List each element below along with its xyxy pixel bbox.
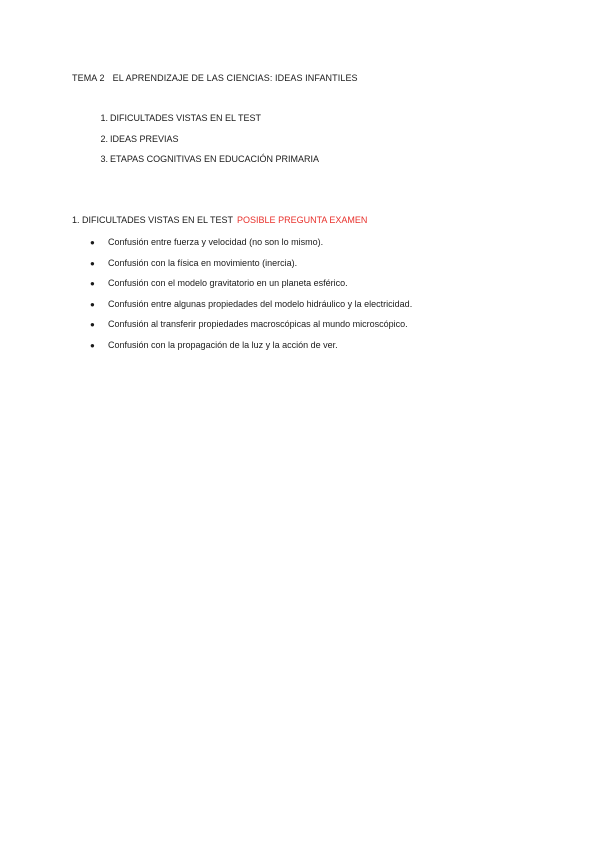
list-item-text: Confusión entre algunas propiedades del modelo hidráulico y la electricidad. (108, 298, 413, 309)
bullet-icon: ● (90, 238, 95, 247)
toc-item-text: DIFICULTADES VISTAS EN EL TEST (110, 113, 262, 123)
toc-item-number: 3. (100, 154, 108, 164)
list-item (72, 314, 412, 335)
bullet-icon: ● (90, 258, 95, 268)
toc-item-text: ETAPAS COGNITIVAS EN EDUCACIÓN PRIMARIA (110, 154, 320, 164)
table-of-contents (72, 108, 319, 170)
list-item (72, 335, 412, 356)
list-item (72, 232, 412, 253)
toc-item (72, 149, 319, 170)
difficulties-list (72, 232, 412, 355)
toc-item-text: IDEAS PREVIAS (110, 133, 179, 144)
bullet-icon: ● (90, 299, 95, 309)
tema-title: EL APRENDIZAJE DE LAS CIENCIAS: IDEAS INFANTILES (112, 73, 358, 83)
list-item-text: Confusión con el modelo gravitatorio en un planeta esférico. (108, 278, 348, 288)
toc-item-number: 2. (100, 133, 108, 144)
list-item-text: Confusión con la física en movimiento (inercia). (108, 257, 298, 268)
list-item (72, 294, 412, 315)
section-heading-text: 1. DIFICULTADES VISTAS EN EL TEST (72, 215, 234, 225)
toc-item-number: 1. (100, 113, 108, 123)
list-item-text: Confusión al transferir propiedades macroscópicas al mundo microscópico. (108, 319, 408, 329)
bullet-icon: ● (90, 320, 95, 329)
list-item (72, 273, 412, 294)
toc-item (72, 129, 319, 150)
toc-item (72, 108, 319, 129)
bullet-icon: ● (90, 340, 95, 350)
list-item (72, 253, 412, 274)
list-item-text: Confusión entre fuerza y velocidad (no son lo mismo). (108, 237, 324, 247)
section-heading (72, 215, 367, 225)
exam-question-note: POSIBLE PREGUNTA EXAMEN (237, 215, 368, 225)
list-item-text: Confusión con la propagación de la luz y la acción de ver. (108, 339, 338, 350)
document-title (72, 73, 358, 83)
tema-label: TEMA 2 (72, 73, 105, 83)
bullet-icon: ● (90, 279, 95, 288)
